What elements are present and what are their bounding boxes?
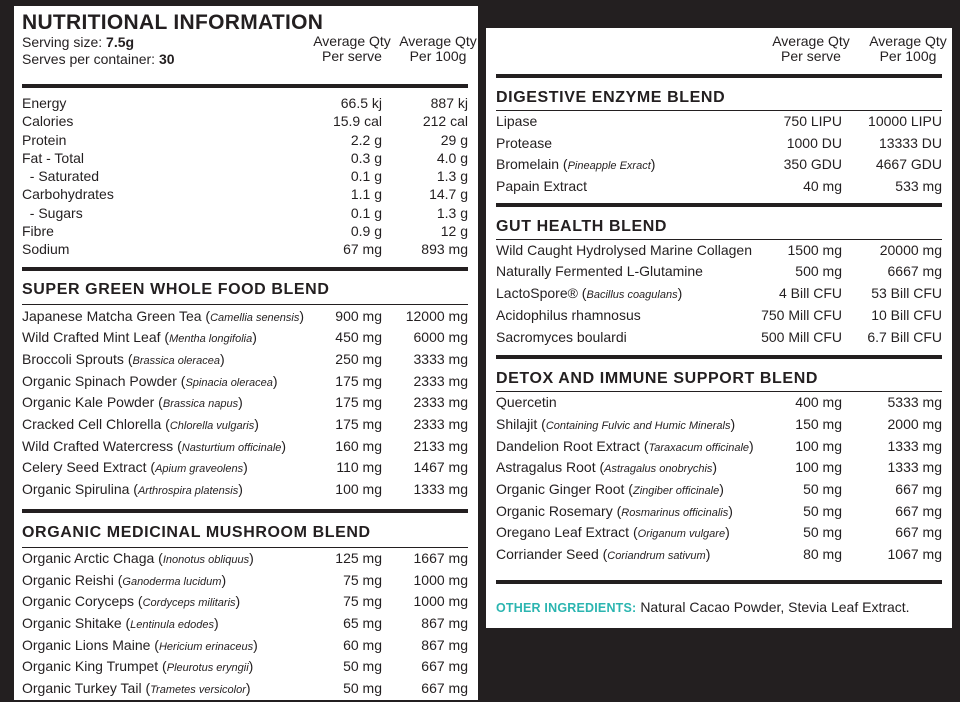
ingredient-label: Acidophilus rhamnosus: [496, 306, 641, 323]
ingredient-name: [22, 167, 99, 185]
col-header-per-serve: [766, 34, 856, 64]
ingredient-label: Dandelion Root Extract: [496, 437, 640, 454]
ingredient-name: Organic Rosemary (Rosmarinus officinalis): [496, 502, 733, 519]
ingredient-latin-name: Astragalus onobrychis: [604, 463, 713, 476]
ingredient-latin-name: Cordyceps militaris: [142, 597, 236, 610]
ingredient-latin-name: Nasturtium officinale: [181, 441, 282, 454]
qty-per-100g: 4667 GDU: [875, 156, 942, 173]
qty-per-100g: 893 mg: [421, 241, 468, 258]
ingredient-name: Organic Arctic Chaga (Inonotus obliquus): [22, 549, 254, 566]
table-row: [496, 283, 942, 305]
ingredient-name: Wild Crafted Mint Leaf (Mentha longifolia): [22, 329, 257, 346]
qty-per-serve: 150 mg: [795, 415, 842, 432]
ingredient-label: Organic Arctic Chaga: [22, 549, 155, 566]
ingredient-latin-name: Lentinula edodes: [130, 618, 214, 631]
qty-per-serve: 1500 mg: [787, 241, 842, 258]
table-row: [22, 457, 468, 479]
table-row: [22, 591, 468, 613]
table-row: [22, 570, 468, 592]
gut-blend-title: GUT HEALTH BLEND: [496, 217, 668, 235]
right-column-headers: [496, 33, 947, 72]
qty-per-100g: 1067 mg: [887, 546, 942, 562]
qty-per-100g: 6000 mg: [413, 329, 468, 346]
nutrition-title: NUTRITIONAL INFORMATION: [22, 11, 324, 34]
qty-per-100g: 1333 mg: [887, 459, 942, 476]
nutrition-rows: [22, 88, 468, 259]
col-header-line: Average Qty: [313, 33, 391, 49]
ingredient-name: Organic Lions Maine (Hericium erinaceus): [22, 636, 258, 653]
table-row: [22, 548, 468, 570]
table-row: [22, 222, 468, 240]
qty-per-100g: 2133 mg: [413, 437, 468, 454]
ingredient-label: Protein: [22, 131, 67, 148]
qty-per-serve: 175 mg: [335, 416, 382, 433]
ingredient-label: Bromelain: [496, 156, 560, 173]
left-nutrition-panel: [14, 6, 478, 700]
ingredient-latin-name: Trametes versicolor: [150, 683, 246, 696]
qty-per-100g: 1000 mg: [413, 571, 468, 588]
qty-per-serve: 2.2 g: [350, 131, 382, 148]
qty-per-100g: 667 mg: [895, 480, 942, 497]
qty-per-100g: 12000 mg: [405, 307, 468, 324]
ingredient-latin-name: Inonotus obliquus: [162, 553, 250, 566]
qty-per-serve: 50 mg: [803, 480, 842, 497]
ingredient-name: [496, 133, 552, 155]
table-row: [496, 392, 942, 414]
qty-per-serve: 65 mg: [343, 614, 382, 631]
qty-per-serve: 50 mg: [343, 679, 382, 696]
other-ingredients: [496, 584, 942, 617]
qty-per-serve: 750 LIPU: [783, 113, 842, 129]
servings-label: Serves per container:: [22, 51, 156, 67]
qty-per-serve: 400 mg: [795, 394, 842, 411]
ingredient-latin-name: Containing Fulvic and Humic Minerals: [545, 419, 731, 432]
qty-per-serve: 250 mg: [335, 351, 382, 368]
qty-per-100g: 887 kj: [430, 95, 468, 111]
qty-per-serve: 0.1 g: [350, 168, 382, 185]
ingredient-name: Organic Kale Powder (Brassica napus): [22, 394, 243, 411]
ingredient-name: [22, 149, 84, 167]
serving-size-value: 7.5g: [106, 34, 135, 50]
qty-per-serve: 1000 DU: [786, 134, 842, 151]
ingredient-latin-name: Mentha longifolia: [169, 333, 253, 346]
mushroom-blend-rows: [22, 548, 468, 700]
qty-per-100g: 1333 mg: [887, 437, 942, 454]
ingredient-label: Organic King Trumpet: [22, 658, 159, 675]
qty-per-100g: 53 Bill CFU: [871, 285, 942, 302]
ingredient-latin-name: Ganoderma lucidum: [122, 575, 222, 588]
qty-per-100g: 1.3 g: [436, 168, 468, 185]
qty-per-serve: 0.1 g: [350, 204, 382, 221]
ingredient-label: Organic Spinach Powder: [22, 372, 177, 389]
qty-per-serve: 0.9 g: [350, 223, 382, 240]
ingredient-name: [22, 204, 83, 222]
qty-per-serve: 110 mg: [336, 459, 382, 476]
qty-per-serve: 900 mg: [335, 307, 382, 324]
ingredient-name: Organic Shitake (Lentinula edodes): [22, 614, 219, 631]
col-header-line: Average Qty: [869, 33, 947, 49]
qty-per-100g: 1467 mg: [413, 459, 468, 476]
serving-size-label: Serving size:: [22, 34, 103, 50]
ingredient-name: [496, 327, 627, 349]
detox-blend-rows: [496, 392, 942, 566]
ingredient-label: Broccoli Sprouts: [22, 351, 124, 368]
table-row: [496, 133, 942, 155]
ingredient-latin-name: Spinacia oleracea: [185, 376, 273, 389]
table-row: [496, 457, 942, 479]
qty-per-100g: 1000 mg: [413, 593, 468, 610]
ingredient-latin-name: Brassica oleracea: [132, 355, 220, 368]
qty-per-serve: 500 Mill CFU: [761, 328, 842, 345]
qty-per-100g: 667 mg: [895, 502, 942, 519]
enzyme-blend-rows: [496, 111, 942, 198]
ingredient-name: [496, 111, 537, 133]
ingredient-label: Energy: [22, 95, 67, 111]
table-row: [496, 522, 942, 544]
ingredient-latin-name: Origanum vulgare: [637, 528, 726, 541]
qty-per-100g: 1667 mg: [413, 549, 468, 566]
col-header-per-serve: [312, 34, 392, 64]
serving-info: [22, 33, 477, 80]
table-row: [22, 327, 468, 349]
other-ingredients-label: OTHER INGREDIENTS:: [496, 600, 637, 615]
ingredient-name: Organic Coryceps (Cordyceps militaris): [22, 593, 241, 610]
ingredient-latin-name: Rosmarinus officinalis: [621, 506, 729, 519]
ingredient-label: - Sugars: [22, 204, 83, 221]
ingredient-latin-name: Pleurotus eryngii: [166, 662, 249, 675]
ingredient-name: Shilajit (Containing Fulvic and Humic Minerals): [496, 415, 736, 432]
ingredient-latin-name: Brassica napus: [162, 398, 239, 411]
ingredient-label: Organic Rosemary: [496, 502, 613, 519]
ingredient-name: Bromelain (Pineapple Exract): [496, 156, 656, 173]
table-row: [22, 635, 468, 657]
qty-per-100g: 3333 mg: [413, 351, 468, 368]
ingredient-label: Organic Shitake: [22, 614, 122, 631]
table-row: [496, 305, 942, 327]
qty-per-100g: 212 cal: [422, 113, 468, 130]
table-row: [22, 149, 468, 167]
table-row: [496, 414, 942, 436]
qty-per-serve: 125 mg: [335, 549, 382, 566]
ingredient-name: Celery Seed Extract (Apium graveolens): [22, 459, 248, 476]
col-header-per-100g: [860, 34, 956, 64]
table-row: [22, 436, 468, 458]
qty-per-serve: 50 mg: [803, 502, 842, 519]
divider: [22, 267, 468, 271]
table-row: [22, 204, 468, 222]
col-header-line: Average Qty: [399, 33, 477, 49]
qty-per-100g: 2000 mg: [887, 415, 942, 432]
ingredient-label: Organic Ginger Root: [496, 480, 625, 497]
table-row: [22, 131, 468, 149]
ingredient-name: [496, 392, 557, 414]
ingredient-label: Oregano Leaf Extract: [496, 524, 630, 541]
qty-per-serve: 0.3 g: [350, 149, 382, 166]
servings-value: 30: [158, 51, 175, 67]
qty-per-serve: 160 mg: [335, 437, 382, 454]
col-header-line: Per 100g: [879, 48, 937, 64]
ingredient-name: [22, 112, 73, 130]
ingredient-label: Cracked Cell Chlorella: [22, 416, 162, 433]
qty-per-100g: 667 mg: [895, 524, 942, 541]
ingredient-name: Dandelion Root Extract (Taraxacum officinale): [496, 437, 754, 454]
col-header-line: Per 100g: [409, 48, 467, 64]
ingredient-latin-name: Hericium erinaceus: [158, 640, 254, 653]
qty-per-serve: 1.1 g: [350, 186, 382, 203]
qty-per-serve: 500 mg: [795, 263, 842, 280]
ingredient-label: Calories: [22, 113, 74, 130]
gut-blend-rows: [496, 240, 942, 348]
ingredient-name: Organic Reishi (Ganoderma lucidum): [22, 571, 227, 588]
col-header-line: Per serve: [781, 48, 841, 64]
ingredient-name: Broccoli Sprouts (Brassica oleracea): [22, 351, 225, 368]
ingredient-name: [496, 305, 641, 327]
divider: [496, 203, 942, 207]
table-row: [496, 479, 942, 501]
qty-per-serve: 100 mg: [335, 481, 382, 498]
table-row: [22, 414, 468, 436]
ingredient-name: [22, 240, 69, 258]
ingredient-latin-name: Coriandrum sativum: [607, 550, 706, 562]
divider: [496, 355, 942, 359]
table-row: [496, 176, 942, 198]
qty-per-serve: 66.5 kj: [340, 95, 382, 111]
ingredient-name: Corriander Seed (Coriandrum sativum): [496, 546, 711, 562]
ingredient-label: Shilajit: [496, 415, 538, 432]
qty-per-100g: 6667 mg: [887, 263, 942, 280]
table-row: [22, 656, 468, 678]
ingredient-name: Oregano Leaf Extract (Origanum vulgare): [496, 524, 730, 541]
qty-per-serve: 350 GDU: [783, 156, 842, 173]
table-row: [22, 185, 468, 203]
qty-per-serve: 40 mg: [803, 178, 842, 195]
ingredient-latin-name: Pineapple Exract: [567, 160, 651, 173]
table-row: [496, 501, 942, 523]
ingredient-name: Organic Turkey Tail (Trametes versicolor): [22, 679, 251, 696]
ingredient-label: Organic Spirulina: [22, 481, 130, 498]
ingredient-label: Quercetin: [496, 394, 557, 411]
table-row: [22, 112, 468, 130]
ingredient-label: Fat - Total: [22, 149, 84, 166]
ingredient-latin-name: Taraxacum officinale: [648, 441, 750, 454]
ingredient-label: Naturally Fermented L-Glutamine: [496, 263, 703, 280]
green-blend-title: SUPER GREEN WHOLE FOOD BLEND: [22, 280, 330, 298]
table-row: [22, 167, 468, 185]
table-row: [496, 154, 942, 176]
qty-per-100g: 10000 LIPU: [868, 113, 942, 129]
qty-per-serve: 80 mg: [803, 546, 842, 562]
table-row: [22, 94, 468, 112]
qty-per-100g: 667 mg: [421, 658, 468, 675]
col-header-line: Average Qty: [772, 33, 850, 49]
qty-per-100g: 1.3 g: [436, 204, 468, 221]
qty-per-100g: 4.0 g: [436, 149, 468, 166]
ingredient-label: Fibre: [22, 223, 54, 240]
table-row: [496, 111, 942, 133]
table-row: [22, 349, 468, 371]
qty-per-100g: 2333 mg: [413, 372, 468, 389]
ingredient-label: Organic Turkey Tail: [22, 679, 142, 696]
ingredient-label: Celery Seed Extract: [22, 459, 147, 476]
table-row: [496, 544, 942, 566]
ingredient-label: Protease: [496, 134, 553, 151]
col-header-line: Per serve: [322, 48, 382, 64]
other-ingredients-text: Natural Cacao Powder, Stevia Leaf Extract.: [640, 598, 910, 615]
ingredient-label: Astragalus Root: [496, 459, 596, 476]
ingredient-latin-name: Arthrospira platensis: [137, 485, 239, 498]
ingredient-name: [22, 131, 66, 149]
ingredient-name: Astragalus Root (Astragalus onobrychis): [496, 459, 718, 476]
table-row: [496, 261, 942, 283]
enzyme-blend-title: DIGESTIVE ENZYME BLEND: [496, 89, 726, 106]
ingredient-label: Corriander Seed: [496, 546, 599, 562]
qty-per-serve: 50 mg: [803, 524, 842, 541]
qty-per-100g: 1333 mg: [413, 481, 468, 498]
ingredient-name: [22, 185, 114, 203]
qty-per-100g: 5333 mg: [887, 394, 942, 411]
qty-per-serve: 50 mg: [343, 658, 382, 675]
qty-per-serve: 67 mg: [343, 241, 382, 258]
qty-per-serve: 4 Bill CFU: [778, 285, 842, 302]
qty-per-serve: 100 mg: [795, 437, 842, 454]
table-row: [496, 327, 942, 349]
ingredient-label: Wild Crafted Watercress: [22, 437, 174, 454]
col-header-per-100g: [396, 34, 480, 64]
ingredient-name: Organic Spirulina (Arthrospira platensis): [22, 481, 243, 498]
qty-per-100g: 6.7 Bill CFU: [867, 328, 942, 345]
ingredient-name: Wild Crafted Watercress (Nasturtium officinale): [22, 437, 287, 454]
divider: [22, 509, 468, 513]
qty-per-serve: 750 Mill CFU: [761, 306, 842, 323]
table-row: [496, 240, 942, 262]
ingredient-latin-name: Camellia senensis: [210, 311, 300, 324]
qty-per-serve: 175 mg: [335, 372, 382, 389]
qty-per-100g: 14.7 g: [429, 186, 468, 203]
qty-per-100g: 2333 mg: [413, 394, 468, 411]
ingredient-label: Organic Coryceps: [22, 593, 135, 610]
ingredient-label: Wild Caught Hydrolysed Marine Collagen: [496, 241, 753, 258]
qty-per-serve: 100 mg: [795, 459, 842, 476]
qty-per-100g: 10 Bill CFU: [871, 306, 942, 323]
ingredient-label: Organic Kale Powder: [22, 394, 155, 411]
ingredient-label: Sacromyces boulardi: [496, 328, 627, 345]
ingredient-name: Organic King Trumpet (Pleurotus eryngii): [22, 658, 254, 675]
table-row: [22, 479, 468, 501]
qty-per-100g: 13333 DU: [878, 134, 942, 151]
qty-per-100g: 533 mg: [895, 178, 942, 195]
table-row: [22, 371, 468, 393]
ingredient-label: - Saturated: [22, 168, 100, 185]
ingredient-latin-name: Zingiber officinale: [632, 484, 720, 497]
ingredient-name: Japanese Matcha Green Tea (Camellia senensis): [22, 307, 305, 324]
ingredient-label: Lipase: [496, 113, 538, 129]
detox-blend-title: DETOX AND IMMUNE SUPPORT BLEND: [496, 370, 819, 388]
right-blends-panel: [486, 28, 952, 628]
green-blend-rows: [22, 305, 468, 501]
ingredient-label: Wild Crafted Mint Leaf: [22, 329, 161, 346]
qty-per-100g: 20000 mg: [879, 241, 942, 258]
qty-per-100g: 29 g: [440, 131, 468, 148]
ingredient-name: Organic Ginger Root (Zingiber officinale): [496, 480, 724, 497]
qty-per-100g: 867 mg: [421, 614, 468, 631]
qty-per-serve: 175 mg: [335, 394, 382, 411]
ingredient-name: LactoSpore® (Bacillus coagulans): [496, 285, 683, 302]
table-row: [22, 240, 468, 258]
divider: [496, 74, 942, 78]
table-row: [22, 392, 468, 414]
ingredient-name: Cracked Cell Chlorella (Chlorella vulgaris): [22, 416, 259, 433]
ingredient-label: Papain Extract: [496, 178, 588, 195]
ingredient-name: [22, 94, 66, 112]
ingredient-label: Carbohydrates: [22, 186, 114, 203]
ingredient-name: [496, 261, 703, 283]
ingredient-label: Japanese Matcha Green Tea: [22, 307, 202, 324]
mushroom-blend-title: ORGANIC MEDICINAL MUSHROOM BLEND: [22, 523, 371, 541]
qty-per-100g: 667 mg: [421, 679, 468, 696]
qty-per-100g: 867 mg: [421, 636, 468, 653]
qty-per-serve: 60 mg: [343, 636, 382, 653]
ingredient-name: [496, 240, 752, 262]
qty-per-100g: 2333 mg: [413, 416, 468, 433]
ingredient-name: [22, 222, 54, 240]
ingredient-latin-name: Bacillus coagulans: [586, 289, 678, 302]
table-row: [22, 678, 468, 700]
ingredient-latin-name: Apium graveolens: [155, 463, 244, 476]
ingredient-latin-name: Chlorella vulgaris: [169, 420, 255, 433]
table-row: [22, 613, 468, 635]
qty-per-serve: 15.9 cal: [332, 113, 382, 130]
ingredient-label: Sodium: [22, 241, 70, 258]
ingredient-name: [496, 176, 587, 198]
table-row: [496, 436, 942, 458]
qty-per-serve: 75 mg: [343, 593, 382, 610]
qty-per-serve: 75 mg: [343, 571, 382, 588]
table-row: [22, 306, 468, 328]
ingredient-label: Organic Reishi: [22, 571, 114, 588]
qty-per-serve: 450 mg: [335, 329, 382, 346]
ingredient-name: Organic Spinach Powder (Spinacia oleracea): [22, 372, 278, 389]
ingredient-label: LactoSpore®: [496, 285, 578, 302]
qty-per-100g: 12 g: [440, 223, 468, 240]
ingredient-label: Organic Lions Maine: [22, 636, 151, 653]
